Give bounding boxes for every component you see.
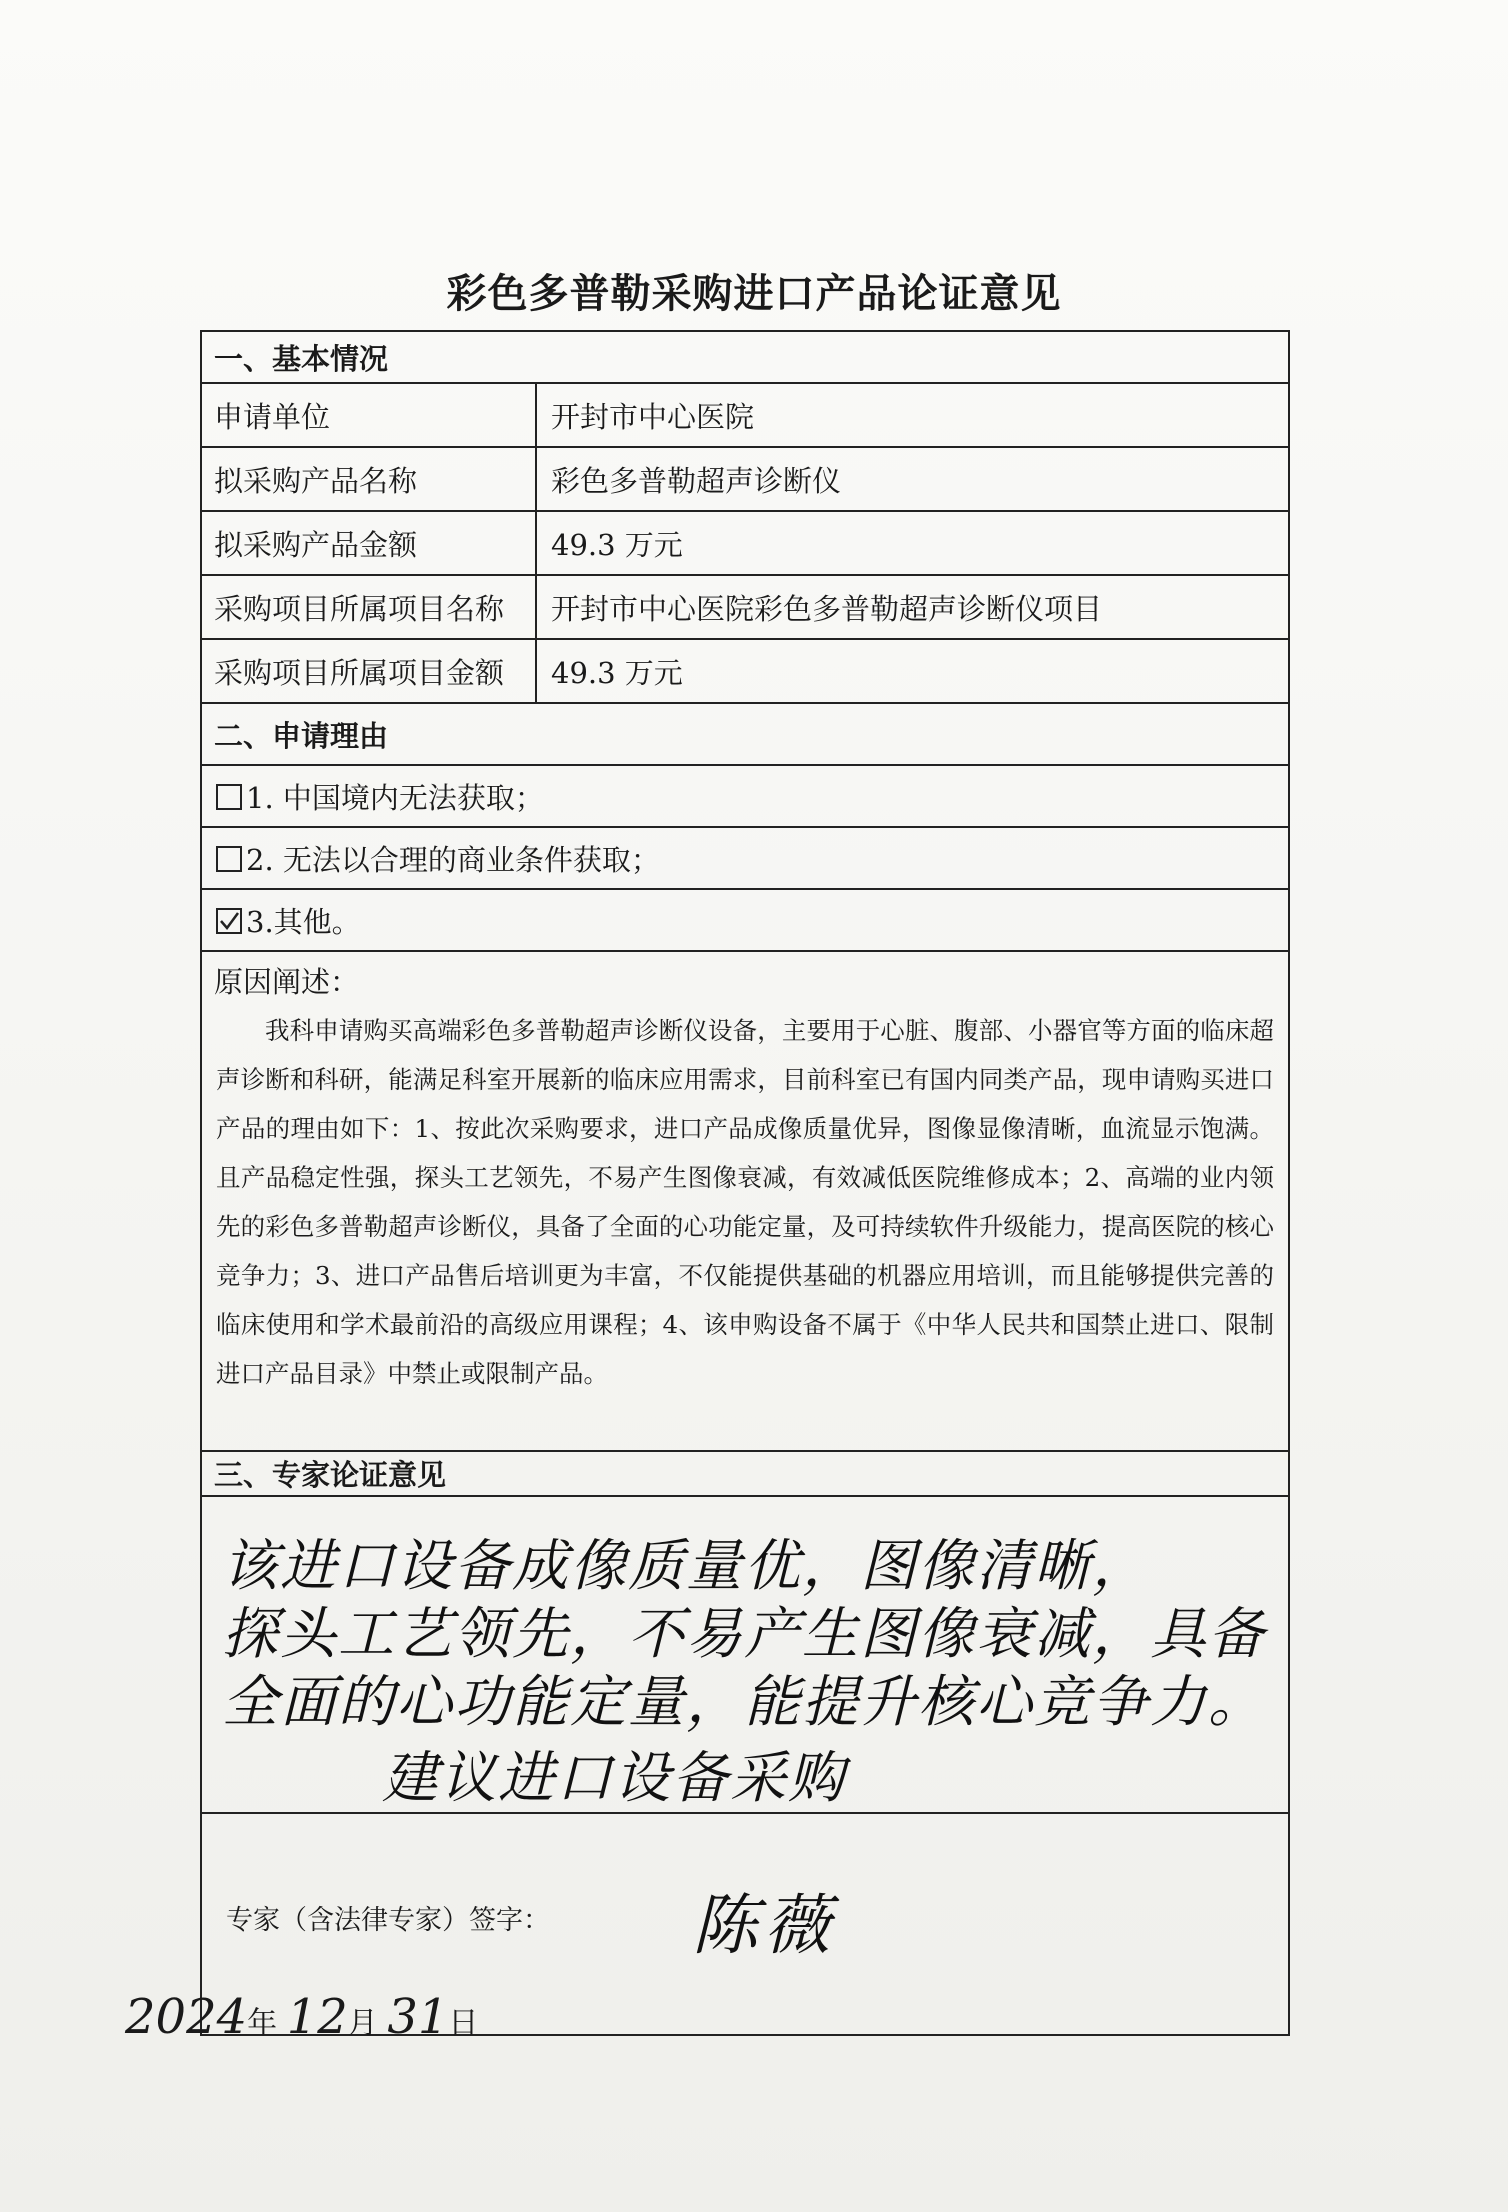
handwritten-signature: 陈薇	[692, 1887, 836, 1964]
reason-option-text: 3.其他。	[246, 904, 361, 939]
info-value: 49.3 万元	[551, 527, 683, 562]
handwritten-opinion-line: 探头工艺领先，不易产生图像衰减，具备	[222, 1602, 1266, 1667]
section1-heading: 一、基本情况	[214, 341, 389, 376]
info-label: 拟采购产品金额	[202, 512, 537, 574]
section2-heading: 二、申请理由	[214, 718, 389, 753]
info-value: 49.3 万元	[551, 655, 683, 690]
date-month-unit: 月	[347, 2006, 378, 2041]
date-year: 2024	[125, 1989, 248, 2045]
info-row-product-amount	[202, 512, 1288, 576]
handwritten-opinion-line: 该进口设备成像质量优，图像清晰，	[222, 1534, 1150, 1599]
date-month: 12	[286, 1989, 348, 2045]
info-value: 开封市中心医院彩色多普勒超声诊断仪项目	[551, 591, 1103, 626]
reason-option-1	[202, 766, 1288, 828]
info-row-product-name	[202, 448, 1288, 512]
reason-option-text: 1. 中国境内无法获取；	[246, 780, 544, 815]
reason-option-2	[202, 828, 1288, 890]
signature-date	[125, 1989, 478, 2045]
info-value: 彩色多普勒超声诊断仪	[551, 463, 842, 498]
section3-heading-row	[202, 1452, 1288, 1497]
document-title: 彩色多普勒采购进口产品论证意见	[446, 271, 1062, 317]
info-label: 拟采购产品名称	[202, 448, 537, 510]
info-row-applicant	[202, 384, 1288, 448]
date-year-unit: 年	[247, 2006, 278, 2041]
reason-text: 我科申请购买高端彩色多普勒超声诊断仪设备，主要用于心脏、腹部、小器官等方面的临床超声诊断和科研，能满足科室开展新的临床应用需求，目前科室已有国内同类产品，现申请购买进口产品的理由如下：1、按此次采购要求，进口产品成像质量优异，图像显像清晰，血流显示饱满。且产品稳定性强，探头工艺领先，不易产生图像衰减，有效减低医院维修成本；2、高端的业内领先的彩色多普勒超声诊断仪，具备了全面的心功能定量，及可持续软件升级能力，提高医院的核心竞争力；3、进口产品售后培训更为丰富，不仅能提供基础的机器应用培训，而且能够提供完善的临床使用和学术最前沿的高级应用课程；4、该申购设备不属于《中华人民共和国禁止进口、限制进口产品目录》中禁止或限制产品。	[216, 1016, 1274, 1388]
info-label: 采购项目所属项目名称	[202, 576, 537, 638]
form-table	[200, 330, 1290, 2036]
info-label: 申请单位	[202, 384, 537, 446]
info-value: 开封市中心医院	[551, 399, 755, 434]
signature-label: 专家（含法律专家）签字：	[226, 1905, 550, 1936]
section2-heading-row	[202, 704, 1288, 766]
info-row-project-amount	[202, 640, 1288, 704]
checkbox-unchecked-icon	[216, 846, 242, 872]
handwritten-opinion-line: 全面的心功能定量，能提升核心竞争力。	[222, 1670, 1266, 1735]
signature-divider	[202, 1812, 1288, 1814]
date-day-unit: 日	[448, 2006, 479, 2041]
reason-explanation	[202, 952, 1288, 1452]
info-row-project-name	[202, 576, 1288, 640]
checkbox-checked-icon	[216, 908, 242, 934]
checkbox-unchecked-icon	[216, 784, 242, 810]
reason-heading: 原因阐述：	[214, 965, 360, 999]
date-day: 31	[387, 1989, 449, 2045]
section1-heading-row	[202, 332, 1288, 384]
handwritten-opinion-line: 建议进口设备采购	[382, 1746, 846, 1811]
reason-option-3	[202, 890, 1288, 952]
section3-heading: 三、专家论证意见	[214, 1458, 447, 1492]
info-label: 采购项目所属项目金额	[202, 640, 537, 702]
reason-option-text: 2. 无法以合理的商业条件获取；	[246, 842, 660, 877]
